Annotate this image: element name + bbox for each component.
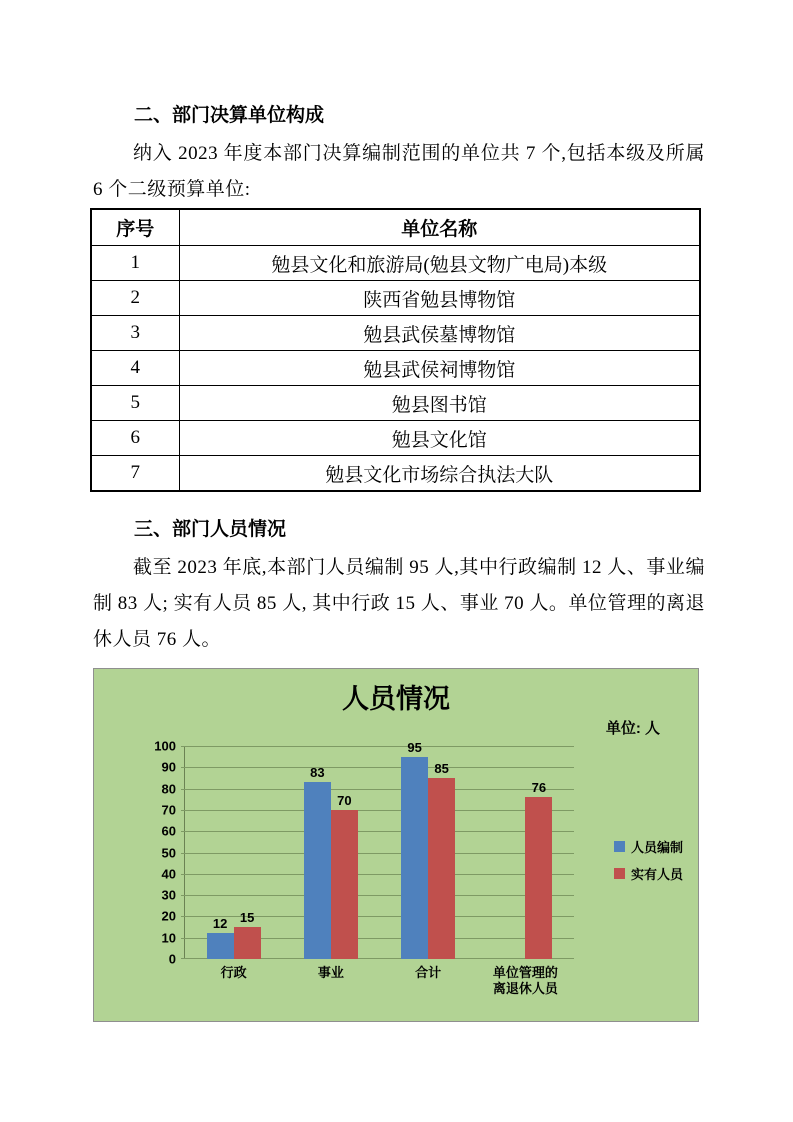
gridline xyxy=(181,789,574,790)
cell-unit-name: 勉县武侯祠博物馆 xyxy=(179,351,700,386)
legend-swatch-icon xyxy=(614,841,625,852)
y-axis-tick-label: 80 xyxy=(161,781,176,797)
cell-unit-name: 勉县图书馆 xyxy=(179,386,700,421)
bar-value-label: 70 xyxy=(337,792,352,808)
y-axis-tick-label: 40 xyxy=(161,866,176,882)
gridline xyxy=(181,831,574,832)
legend-item xyxy=(614,864,683,883)
gridline xyxy=(181,767,574,768)
section3-paragraph: 截至 2023 年底,本部门人员编制 95 人,其中行政编制 12 人、事业编制 83 人; 实有人员 85 人, 其中行政 15 人、事业 70 人。单位管理的离退休人员 76 人。 xyxy=(93,557,705,650)
cell-unit-name: 陕西省勉县博物馆 xyxy=(179,281,700,316)
y-axis-tick-label: 70 xyxy=(161,802,176,818)
personnel-chart xyxy=(93,668,699,1022)
x-axis-category-label: 行政 xyxy=(220,965,247,980)
gridline xyxy=(181,874,574,875)
cell-row-number: 3 xyxy=(91,316,179,351)
bar-value-label: 83 xyxy=(310,765,325,781)
bar-实有人员 xyxy=(428,778,455,959)
gridline xyxy=(181,895,574,896)
legend-label: 人员编制 xyxy=(631,840,684,855)
gridline xyxy=(181,746,574,747)
y-axis-tick-label: 50 xyxy=(161,845,176,860)
cell-unit-name: 勉县文化馆 xyxy=(179,421,700,456)
chart-unit-label: 单位: 人 xyxy=(605,720,660,737)
cell-unit-name: 勉县武侯墓博物馆 xyxy=(179,316,700,351)
bar-value-label: 12 xyxy=(212,916,228,932)
x-axis-category-label: 单位管理的 离退休人员 xyxy=(492,965,558,996)
table-row xyxy=(91,421,700,456)
legend-item xyxy=(614,837,683,856)
section3-heading: 三、部门人员情况 xyxy=(134,519,287,540)
section2-paragraph: 纳入 2023 年度本部门决算编制范围的单位共 7 个,包括本级及所属 6 个二级预算单位: xyxy=(93,143,705,200)
chart-title: 人员情况 xyxy=(342,684,450,714)
y-axis-tick-label: 100 xyxy=(154,738,176,754)
bar-value-label: 85 xyxy=(434,760,449,776)
x-axis-category-label: 合计 xyxy=(415,965,442,980)
cell-row-number: 7 xyxy=(91,456,179,492)
legend-label: 实有人员 xyxy=(631,867,684,882)
cell-row-number: 2 xyxy=(91,281,179,316)
table-row xyxy=(91,246,700,281)
bar-人员编制 xyxy=(207,933,234,959)
table-header-row xyxy=(91,209,700,246)
bar-实有人员 xyxy=(331,810,358,959)
x-axis-category-label: 事业 xyxy=(317,965,344,980)
gridline xyxy=(181,853,574,854)
table-row xyxy=(91,386,700,421)
cell-row-number: 5 xyxy=(91,386,179,421)
y-axis-tick-label: 20 xyxy=(161,908,176,924)
cell-row-number: 1 xyxy=(91,246,179,281)
table-row xyxy=(91,351,700,386)
chart-plot-area xyxy=(154,738,574,996)
table-header-no: 序号 xyxy=(91,209,179,246)
y-axis-tick-label: 0 xyxy=(168,951,176,967)
section2-heading: 二、部门决算单位构成 xyxy=(134,105,325,126)
chart-legend xyxy=(614,837,683,891)
bar-实有人员 xyxy=(234,927,261,959)
bar-value-label: 15 xyxy=(239,910,255,926)
bar-实有人员 xyxy=(525,797,552,959)
bar-value-label: 95 xyxy=(407,739,422,755)
y-axis-tick-label: 90 xyxy=(161,759,176,775)
y-axis-tick-label: 10 xyxy=(161,930,176,946)
cell-unit-name: 勉县文化市场综合执法大队 xyxy=(179,456,700,492)
bar-人员编制 xyxy=(304,782,331,959)
bar-value-label: 76 xyxy=(531,780,547,796)
unit-table xyxy=(90,208,701,492)
table-row xyxy=(91,316,700,351)
y-axis-tick-label: 30 xyxy=(161,887,176,903)
cell-unit-name: 勉县文化和旅游局(勉县文物广电局)本级 xyxy=(179,246,700,281)
table-header-name: 单位名称 xyxy=(179,209,700,246)
cell-row-number: 6 xyxy=(91,421,179,456)
gridline xyxy=(181,810,574,811)
y-axis-tick-label: 60 xyxy=(161,823,176,839)
table-row xyxy=(91,281,700,316)
bar-人员编制 xyxy=(401,757,428,959)
table-row xyxy=(91,456,700,492)
legend-swatch-icon xyxy=(614,868,625,879)
cell-row-number: 4 xyxy=(91,351,179,386)
